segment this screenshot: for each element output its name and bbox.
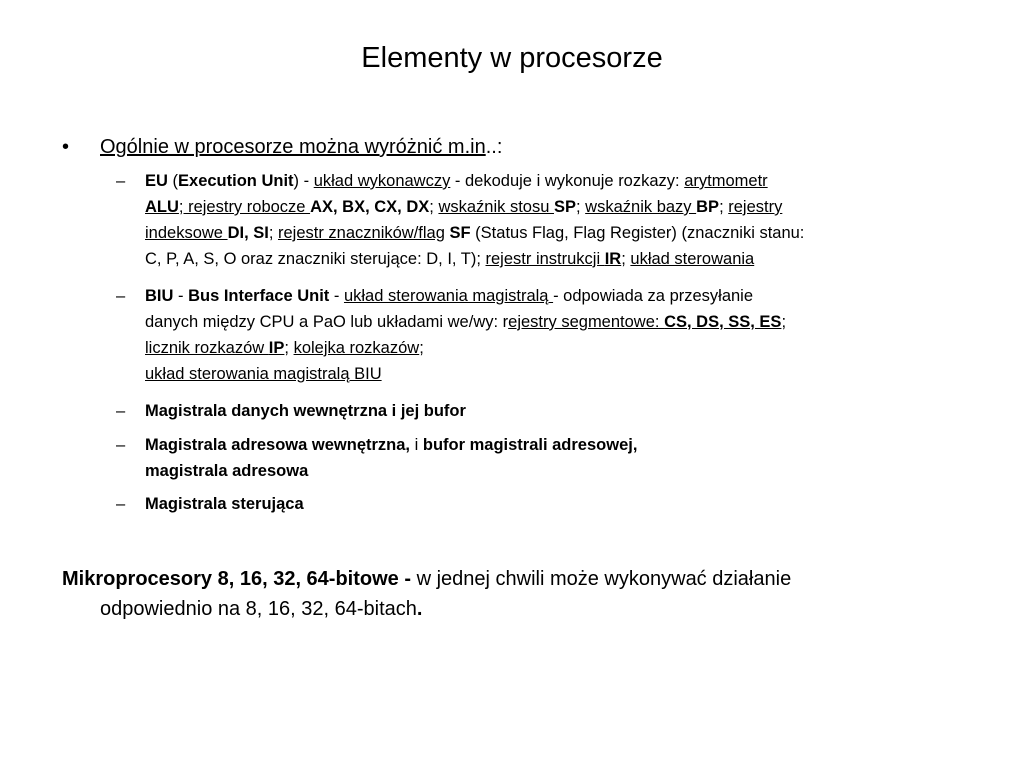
eu-link: rejestr znaczników/flag	[278, 224, 445, 242]
eu-di-si: DI, SI	[227, 224, 269, 242]
eu-link: rejestry	[728, 198, 783, 216]
eu-registers: AX, BX, CX, DX	[310, 198, 430, 216]
addr-bus-buffer: bufor magistrali adresowej,	[422, 436, 638, 454]
eu-link: indeksowe	[145, 224, 228, 242]
dash-marker: –	[116, 402, 126, 420]
sub-item-eu	[116, 168, 946, 272]
sub-item-biu	[116, 283, 946, 387]
dash-marker: –	[116, 495, 126, 513]
bullet-marker: •	[62, 136, 70, 158]
eu-text: ;	[268, 224, 278, 242]
main-bullet	[62, 134, 942, 160]
eu-ir: IR	[604, 250, 622, 268]
biu-text: danych między CPU a PaO lub układami we/wy: r	[145, 313, 509, 331]
biu-link: układ sterowania magistralą BIU	[145, 365, 382, 383]
sub-item-data-bus	[116, 398, 946, 424]
sub-item-control-bus	[116, 491, 946, 517]
slide-title: Elementy w procesorze	[361, 42, 663, 74]
final-text: w jednej chwili może wykonywać działanie	[416, 568, 792, 590]
biu-link: ejestry segmentowe:	[508, 313, 665, 331]
eu-link: ; rejestry robocze	[178, 198, 311, 216]
data-bus-text: Magistrala danych wewnętrzna i jej bufor	[145, 402, 466, 420]
addr-bus-line2: magistrala adresowa	[145, 462, 309, 480]
eu-sp: SP	[553, 198, 576, 216]
eu-link: układ wykonawczy	[313, 172, 451, 190]
eu-text: ;	[719, 198, 729, 216]
biu-label: BIU	[145, 287, 174, 305]
eu-label: EU	[145, 172, 168, 190]
eu-text: (	[167, 172, 179, 190]
biu-fullname: Bus Interface Unit	[188, 287, 330, 305]
sub-item-address-bus	[116, 432, 946, 484]
eu-text: ) -	[293, 172, 314, 190]
main-bullet-text: Ogólnie w procesorze można wyróżnić m.in	[100, 136, 486, 158]
eu-text: C, P, A, S, O oraz znaczniki sterujące: D, I, T);	[145, 250, 486, 268]
eu-alu: ALU	[145, 198, 179, 216]
biu-link: układ sterowania magistralą	[343, 287, 554, 305]
eu-fullname: Execution Unit	[178, 172, 294, 190]
biu-segments: CS, DS, SS, ES	[664, 313, 782, 331]
eu-bp: BP	[696, 198, 720, 216]
eu-text: - dekoduje i wykonuje rozkazy:	[450, 172, 685, 190]
eu-link: wskaźnik bazy	[585, 198, 697, 216]
dash-marker: –	[116, 287, 126, 305]
biu-text: - odpowiada za przesyłanie	[553, 287, 754, 305]
addr-bus-conj: i	[410, 436, 423, 454]
eu-link: wskaźnik stosu	[438, 198, 554, 216]
biu-text: -	[329, 287, 344, 305]
biu-text: ;	[284, 339, 294, 357]
eu-text: ;	[621, 250, 631, 268]
biu-link: kolejka rozkazów	[293, 339, 420, 357]
eu-text: ;	[576, 198, 586, 216]
eu-text: ;	[429, 198, 439, 216]
main-bullet-suffix: ..:	[485, 136, 503, 158]
biu-text: -	[173, 287, 189, 305]
biu-ip: IP	[268, 339, 285, 357]
control-bus-text: Magistrala sterująca	[145, 495, 304, 513]
final-paragraph	[62, 564, 942, 624]
eu-text: (Status Flag, Flag Register) (znaczniki stanu:	[470, 224, 805, 242]
eu-sf: SF	[449, 224, 471, 242]
eu-link: rejestr instrukcji	[485, 250, 605, 268]
dash-marker: –	[116, 436, 126, 454]
dash-marker: –	[116, 172, 126, 190]
biu-text: ;	[419, 339, 424, 357]
eu-link: arytmometr	[684, 172, 768, 190]
biu-link: licznik rozkazów	[145, 339, 269, 357]
final-bold: Mikroprocesory 8, 16, 32, 64-bitowe -	[62, 568, 417, 590]
final-period: .	[416, 598, 423, 620]
final-text-cont: odpowiednio na 8, 16, 32, 64-bitach	[100, 598, 417, 620]
addr-bus-text: Magistrala adresowa wewnętrzna,	[145, 436, 411, 454]
eu-link: układ sterowania	[630, 250, 755, 268]
biu-text: ;	[781, 313, 787, 331]
